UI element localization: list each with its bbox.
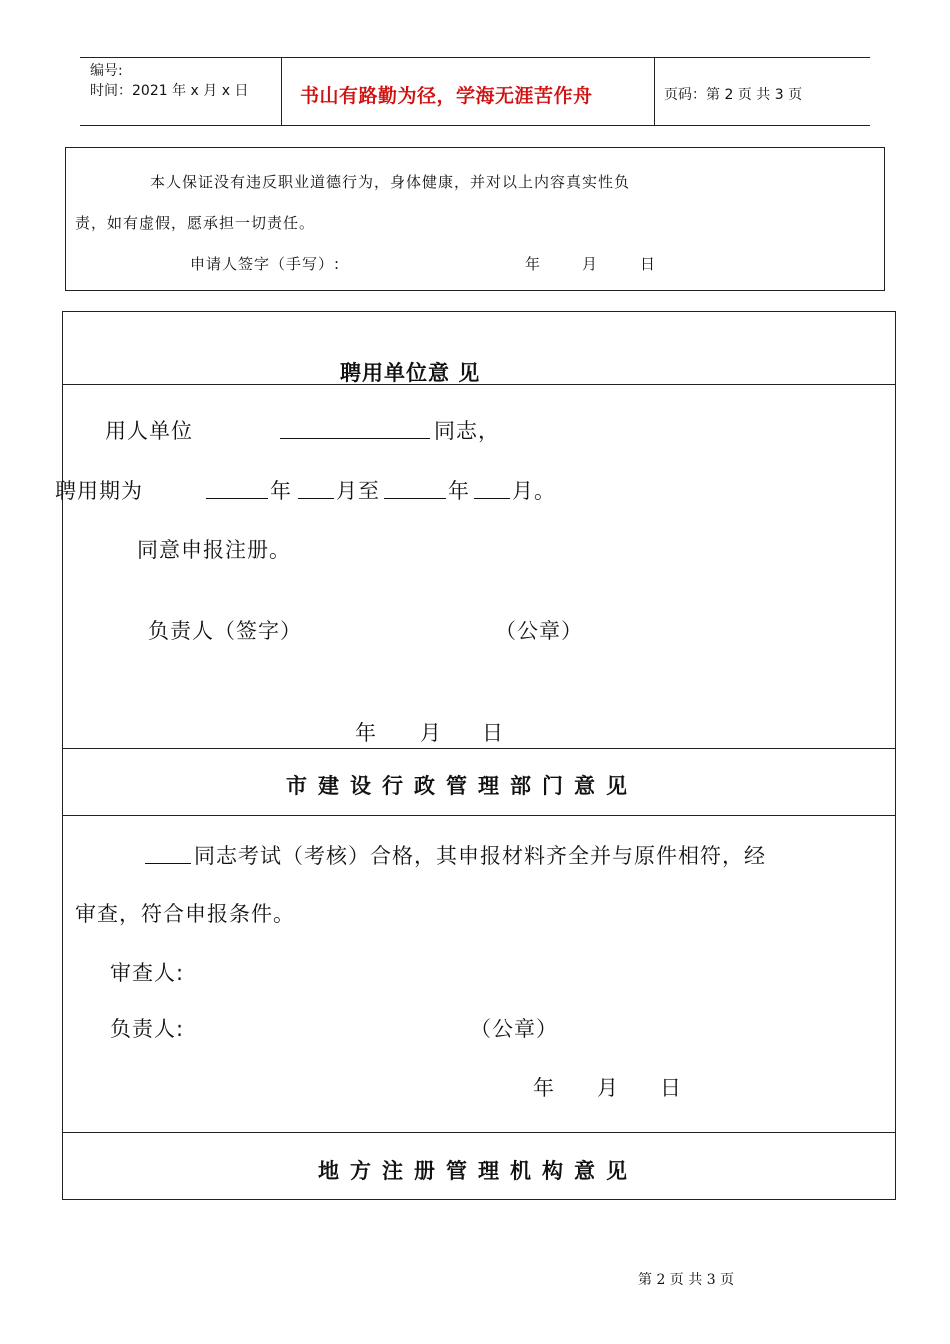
employment-period-label: 聘用期为 (55, 479, 143, 503)
local-section-title: 地方注册管理机构意见 (318, 1159, 638, 1183)
employer-date-day: 日 (482, 721, 504, 745)
city-comrade-name-blank[interactable] (145, 843, 191, 864)
employer-date-month: 月 (420, 721, 442, 745)
end-year-unit: 年 (448, 479, 470, 503)
employer-responsible-sign: 负责人（签字） (148, 619, 302, 643)
city-opinion-line-2: 审查，符合申报条件。 (75, 902, 295, 926)
page-indicator: 页码：第 2 页 共 3 页 (664, 87, 803, 103)
city-section-title: 市建设行政管理部门意见 (286, 774, 638, 798)
declaration-line-1: 本人保证没有违反职业道德行为，身体健康，并对以上内容真实性负 (150, 173, 631, 191)
header-top-rule (80, 57, 870, 58)
city-responsible-label: 负责人: (110, 1017, 185, 1041)
header-motto: 书山有路勤为径，学海无涯苦作舟 (300, 85, 593, 107)
applicant-signature-label: 申请人签字（手写）: (190, 255, 341, 273)
city-title-rule (62, 815, 896, 816)
city-date-day: 日 (660, 1076, 682, 1100)
employer-date-year: 年 (355, 721, 377, 745)
document-time-label: 时间：2021 年 x 月 x 日 (90, 83, 249, 99)
employee-name-blank[interactable] (280, 418, 430, 439)
header-bottom-rule (80, 125, 870, 126)
employer-section-title: 聘用单位意 见 (340, 361, 481, 385)
end-month-unit: 月。 (512, 479, 556, 503)
document-number-label: 编号: (90, 63, 123, 79)
declaration-date-day: 日 (640, 255, 657, 273)
declaration-date-year: 年 (525, 255, 542, 273)
city-reviewer-label: 审查人: (110, 961, 185, 985)
city-date-year: 年 (533, 1076, 555, 1100)
header-divider-left (281, 57, 282, 125)
declaration-date-month: 月 (582, 255, 599, 273)
start-month-blank[interactable] (298, 478, 334, 499)
employer-unit-label: 用人单位 (105, 419, 193, 443)
start-year-unit: 年 (270, 479, 292, 503)
city-date-month: 月 (597, 1076, 619, 1100)
header-divider-right (654, 57, 655, 125)
declaration-line-2: 责，如有虚假，愿承担一切责任。 (75, 214, 316, 232)
employer-comrade-text: 同志， (434, 419, 500, 443)
employer-seal-label: （公章） (495, 619, 583, 643)
page-footer: 第 2 页 共 3 页 (638, 1272, 735, 1288)
end-year-blank[interactable] (384, 478, 446, 499)
end-month-blank[interactable] (474, 478, 510, 499)
city-opinion-line-1: 同志考试（考核）合格，其申报材料齐全并与原件相符，经 (194, 844, 766, 868)
city-seal-label: （公章） (470, 1017, 558, 1041)
start-month-unit: 月至 (336, 479, 380, 503)
local-section-top-rule (62, 1132, 896, 1133)
start-year-blank[interactable] (206, 478, 268, 499)
employer-agree-text: 同意申报注册。 (137, 538, 291, 562)
city-section-top-rule (62, 748, 896, 749)
